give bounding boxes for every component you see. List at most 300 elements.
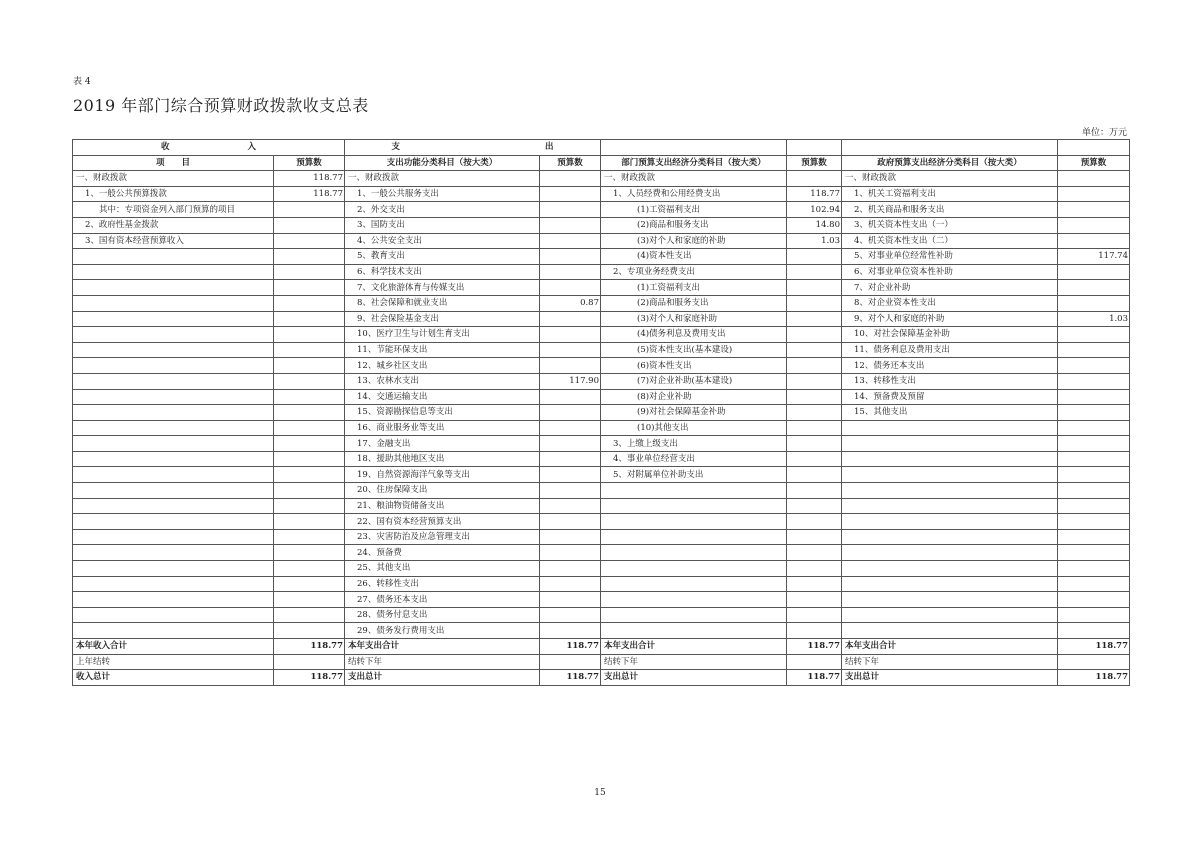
table-row [73, 202, 1130, 218]
income-item-cell [73, 295, 274, 311]
table-row [73, 576, 1130, 592]
gov-econ-budget-cell [1058, 295, 1130, 311]
function-item-cell: 23、灾害防治及应急管理支出 [345, 529, 540, 545]
gov-econ-budget-cell: 1.03 [1058, 311, 1130, 327]
dept-econ-item-cell [601, 483, 787, 499]
income-budget-cell [274, 280, 345, 296]
gov-econ-item-cell: 11、债务利息及费用支出 [842, 342, 1058, 358]
function-budget-cell [540, 514, 601, 530]
dept-econ-budget-cell [787, 280, 842, 296]
income-budget-cell [274, 654, 345, 670]
income-budget-cell [274, 561, 345, 577]
income-item-cell [73, 358, 274, 374]
function-item-cell: 17、金融支出 [345, 436, 540, 452]
income-budget-cell [274, 342, 345, 358]
page-title: 2019 年部门综合预算财政拨款收支总表 [73, 96, 369, 115]
income-item-cell [73, 280, 274, 296]
table-row [73, 264, 1130, 280]
income-budget-cell [274, 483, 345, 499]
dept-econ-budget-cell [787, 529, 842, 545]
income-item-cell [73, 467, 274, 483]
income-budget-cell [274, 514, 345, 530]
gov-econ-item-cell [842, 483, 1058, 499]
function-budget-cell [540, 327, 601, 343]
dept-econ-item-cell [601, 514, 787, 530]
function-budget-cell [540, 576, 601, 592]
table-number: 表 4 [73, 77, 91, 87]
income-item-cell [73, 311, 274, 327]
gov-econ-item-cell [842, 451, 1058, 467]
income-budget-cell [274, 389, 345, 405]
income-budget-cell [274, 498, 345, 514]
dept-econ-budget-cell [787, 654, 842, 670]
dept-econ-budget-cell: 118.77 [787, 670, 842, 686]
income-item-cell: 3、国有资本经营预算收入 [73, 233, 274, 249]
budget-table [72, 139, 1130, 686]
function-budget-cell [540, 529, 601, 545]
function-budget-cell: 118.77 [540, 670, 601, 686]
dept-econ-item-cell: 3、上缴上级支出 [601, 436, 787, 452]
dept-econ-item-cell: (10)其他支出 [601, 420, 787, 436]
gov-econ-budget-cell: 118.77 [1058, 670, 1130, 686]
header-blank-cell [1058, 140, 1130, 156]
dept-econ-item-cell: (5)资本性支出(基本建设) [601, 342, 787, 358]
dept-econ-budget-cell [787, 514, 842, 530]
table-row [73, 186, 1130, 202]
table-row [73, 592, 1130, 608]
income-budget-cell [274, 451, 345, 467]
function-budget-cell [540, 358, 601, 374]
function-budget-cell: 0.87 [540, 295, 601, 311]
table-row [73, 342, 1130, 358]
gov-econ-budget-cell [1058, 420, 1130, 436]
function-item-cell: 12、城乡社区支出 [345, 358, 540, 374]
function-budget-cell [540, 264, 601, 280]
income-item-cell [73, 576, 274, 592]
gov-econ-budget-cell [1058, 545, 1130, 561]
function-budget-cell [540, 249, 601, 265]
income-item-cell [73, 592, 274, 608]
dept-econ-item-cell: 2、专项业务经费支出 [601, 264, 787, 280]
gov-econ-budget-cell: 117.74 [1058, 249, 1130, 265]
gov-econ-item-cell [842, 436, 1058, 452]
function-budget-cell: 117.90 [540, 373, 601, 389]
income-item-cell [73, 342, 274, 358]
dept-econ-item-cell: (6)资本性支出 [601, 358, 787, 374]
dept-econ-budget-cell [787, 483, 842, 499]
gov-econ-item-cell: 1、机关工资福利支出 [842, 186, 1058, 202]
dept-econ-item-cell: 5、对附属单位补助支出 [601, 467, 787, 483]
function-item-cell: 结转下年 [345, 654, 540, 670]
gov-econ-budget-cell [1058, 280, 1130, 296]
dept-econ-budget-cell [787, 342, 842, 358]
dept-econ-budget-cell [787, 264, 842, 280]
function-item-cell: 22、国有资本经营预算支出 [345, 514, 540, 530]
dept-econ-item-cell: 本年支出合计 [601, 639, 787, 655]
col-header-budget-function: 预算数 [540, 155, 601, 171]
income-budget-cell [274, 233, 345, 249]
function-item-cell: 26、转移性支出 [345, 576, 540, 592]
gov-econ-item-cell: 15、其他支出 [842, 405, 1058, 421]
dept-econ-budget-cell: 14.80 [787, 217, 842, 233]
gov-econ-budget-cell [1058, 264, 1130, 280]
income-budget-cell [274, 327, 345, 343]
dept-econ-budget-cell: 102.94 [787, 202, 842, 218]
function-item-cell: 一、财政拨款 [345, 171, 540, 187]
function-budget-cell [540, 607, 601, 623]
expense-header-char-1: 支 [391, 142, 400, 153]
gov-econ-budget-cell [1058, 342, 1130, 358]
dept-econ-item-cell [601, 576, 787, 592]
function-item-cell: 25、其他支出 [345, 561, 540, 577]
function-budget-cell [540, 483, 601, 499]
income-header-char-1: 收 [160, 142, 170, 153]
income-budget-cell [274, 592, 345, 608]
function-budget-cell [540, 405, 601, 421]
income-item-cell [73, 373, 274, 389]
dept-econ-item-cell [601, 607, 787, 623]
function-item-cell: 8、社会保障和就业支出 [345, 295, 540, 311]
income-item-cell: 上年结转 [73, 654, 274, 670]
income-item-cell [73, 405, 274, 421]
dept-econ-budget-cell [787, 545, 842, 561]
dept-econ-budget-cell [787, 576, 842, 592]
function-budget-cell [540, 389, 601, 405]
gov-econ-item-cell [842, 576, 1058, 592]
function-budget-cell [540, 436, 601, 452]
function-item-cell: 28、债务付息支出 [345, 607, 540, 623]
gov-econ-budget-cell [1058, 233, 1130, 249]
function-budget-cell [540, 202, 601, 218]
table-row [73, 249, 1130, 265]
income-budget-cell [274, 264, 345, 280]
function-item-cell: 20、住房保障支出 [345, 483, 540, 499]
dept-econ-budget-cell [787, 623, 842, 639]
income-budget-cell [274, 405, 345, 421]
income-item-cell [73, 514, 274, 530]
gov-econ-item-cell [842, 592, 1058, 608]
income-budget-cell: 118.77 [274, 639, 345, 655]
table-row [73, 358, 1130, 374]
income-budget-cell [274, 217, 345, 233]
table-row [73, 295, 1130, 311]
gov-econ-budget-cell [1058, 514, 1130, 530]
expense-header-char-2: 出 [545, 142, 554, 153]
income-item-cell [73, 389, 274, 405]
function-budget-cell [540, 311, 601, 327]
function-budget-cell [540, 420, 601, 436]
table-row [73, 280, 1130, 296]
function-item-cell: 本年支出合计 [345, 639, 540, 655]
function-item-cell: 14、交通运输支出 [345, 389, 540, 405]
function-budget-cell [540, 451, 601, 467]
function-item-cell: 10、医疗卫生与计划生育支出 [345, 327, 540, 343]
income-item-cell [73, 420, 274, 436]
dept-econ-budget-cell [787, 295, 842, 311]
dept-econ-item-cell: (8)对企业补助 [601, 389, 787, 405]
income-budget-cell [274, 545, 345, 561]
dept-econ-budget-cell [787, 467, 842, 483]
function-budget-cell [540, 545, 601, 561]
table-row [73, 217, 1130, 233]
income-item-cell: 其中：专项资金列入部门预算的项目 [73, 202, 274, 218]
table-row [73, 451, 1130, 467]
gov-econ-item-cell [842, 623, 1058, 639]
function-item-cell: 24、预备费 [345, 545, 540, 561]
dept-econ-budget-cell [787, 592, 842, 608]
gov-econ-budget-cell [1058, 405, 1130, 421]
income-item-cell [73, 483, 274, 499]
dept-econ-item-cell: (1)工资福利支出 [601, 202, 787, 218]
table-row [73, 654, 1130, 670]
col-header-item: 项 目 [73, 155, 274, 171]
function-budget-cell [540, 592, 601, 608]
gov-econ-budget-cell [1058, 358, 1130, 374]
table-row [73, 171, 1130, 187]
function-item-cell: 5、教育支出 [345, 249, 540, 265]
income-budget-cell [274, 529, 345, 545]
dept-econ-budget-cell [787, 607, 842, 623]
dept-econ-budget-cell [787, 311, 842, 327]
function-budget-cell: 118.77 [540, 639, 601, 655]
table-row [73, 436, 1130, 452]
table-row [73, 639, 1130, 655]
gov-econ-item-cell [842, 529, 1058, 545]
function-item-cell: 15、资源勘探信息等支出 [345, 405, 540, 421]
gov-econ-item-cell: 本年支出合计 [842, 639, 1058, 655]
table-row [73, 670, 1130, 686]
income-budget-cell [274, 202, 345, 218]
gov-econ-budget-cell [1058, 483, 1130, 499]
income-item-cell [73, 607, 274, 623]
dept-econ-budget-cell [787, 389, 842, 405]
dept-econ-budget-cell [787, 405, 842, 421]
income-budget-cell [274, 358, 345, 374]
function-budget-cell [540, 467, 601, 483]
function-item-cell: 11、节能环保支出 [345, 342, 540, 358]
gov-econ-item-cell [842, 420, 1058, 436]
gov-econ-item-cell [842, 514, 1058, 530]
dept-econ-item-cell [601, 561, 787, 577]
income-item-cell: 2、政府性基金拨款 [73, 217, 274, 233]
income-budget-cell [274, 311, 345, 327]
income-budget-cell: 118.77 [274, 171, 345, 187]
dept-econ-item-cell: (2)商品和服务支出 [601, 217, 787, 233]
gov-econ-item-cell: 2、机关商品和服务支出 [842, 202, 1058, 218]
dept-econ-budget-cell [787, 373, 842, 389]
income-header-char-2: 入 [247, 142, 257, 153]
dept-econ-item-cell: (1)工资福利支出 [601, 280, 787, 296]
dept-econ-item-cell [601, 623, 787, 639]
dept-econ-item-cell [601, 529, 787, 545]
function-budget-cell [540, 498, 601, 514]
gov-econ-budget-cell [1058, 561, 1130, 577]
col-header-budget-dept: 预算数 [787, 155, 842, 171]
gov-econ-item-cell: 7、对企业补助 [842, 280, 1058, 296]
gov-econ-item-cell: 一、财政拨款 [842, 171, 1058, 187]
function-item-cell: 支出总计 [345, 670, 540, 686]
gov-econ-budget-cell [1058, 202, 1130, 218]
income-item-cell [73, 498, 274, 514]
gov-econ-item-cell: 13、转移性支出 [842, 373, 1058, 389]
gov-econ-item-cell: 3、机关资本性支出（一） [842, 217, 1058, 233]
table-row [73, 607, 1130, 623]
gov-econ-budget-cell [1058, 389, 1130, 405]
gov-econ-budget-cell [1058, 217, 1130, 233]
table-row [73, 467, 1130, 483]
gov-econ-budget-cell [1058, 498, 1130, 514]
function-budget-cell [540, 233, 601, 249]
gov-econ-budget-cell [1058, 186, 1130, 202]
function-item-cell: 4、公共安全支出 [345, 233, 540, 249]
function-budget-cell [540, 171, 601, 187]
dept-econ-item-cell: 1、人员经费和公用经费支出 [601, 186, 787, 202]
income-section-header [73, 140, 345, 156]
dept-econ-item-cell [601, 592, 787, 608]
gov-econ-budget-cell [1058, 327, 1130, 343]
income-budget-cell [274, 623, 345, 639]
expense-section-header [345, 140, 601, 156]
income-budget-cell [274, 576, 345, 592]
dept-econ-item-cell: 支出总计 [601, 670, 787, 686]
income-item-cell [73, 451, 274, 467]
income-item-cell [73, 327, 274, 343]
unit-label: 单位：万元 [1081, 128, 1127, 138]
function-item-cell: 29、债务发行费用支出 [345, 623, 540, 639]
page-number: 15 [594, 788, 606, 798]
function-budget-cell [540, 186, 601, 202]
table-row [73, 623, 1130, 639]
dept-econ-item-cell: (7)对企业补助(基本建设) [601, 373, 787, 389]
income-item-cell [73, 436, 274, 452]
income-item-cell [73, 623, 274, 639]
income-budget-cell: 118.77 [274, 186, 345, 202]
dept-econ-budget-cell [787, 451, 842, 467]
table-row [73, 545, 1130, 561]
table-row [73, 327, 1130, 343]
income-item-cell: 一、财政拨款 [73, 171, 274, 187]
table-row [73, 420, 1130, 436]
dept-econ-item-cell: 一、财政拨款 [601, 171, 787, 187]
col-header-dept-economic-class: 部门预算支出经济分类科目（按大类） [601, 155, 787, 171]
table-row [73, 529, 1130, 545]
gov-econ-budget-cell [1058, 171, 1130, 187]
gov-econ-item-cell [842, 561, 1058, 577]
function-item-cell: 2、外交支出 [345, 202, 540, 218]
gov-econ-item-cell: 6、对事业单位资本性补助 [842, 264, 1058, 280]
dept-econ-item-cell: (9)对社会保障基金补助 [601, 405, 787, 421]
function-budget-cell [540, 217, 601, 233]
gov-econ-budget-cell [1058, 576, 1130, 592]
dept-econ-item-cell: 4、事业单位经营支出 [601, 451, 787, 467]
table-row [73, 561, 1130, 577]
col-header-gov-economic-class: 政府预算支出经济分类科目（按大类） [842, 155, 1058, 171]
function-budget-cell [540, 654, 601, 670]
dept-econ-budget-cell [787, 249, 842, 265]
header-blank-cell [601, 140, 787, 156]
header-blank-cell [842, 140, 1058, 156]
gov-econ-budget-cell [1058, 654, 1130, 670]
function-item-cell: 7、文化旅游体育与传媒支出 [345, 280, 540, 296]
income-budget-cell [274, 249, 345, 265]
dept-econ-item-cell: (2)商品和服务支出 [601, 295, 787, 311]
dept-econ-budget-cell [787, 358, 842, 374]
gov-econ-budget-cell [1058, 436, 1130, 452]
income-item-cell [73, 249, 274, 265]
gov-econ-budget-cell [1058, 467, 1130, 483]
function-item-cell: 18、援助其他地区支出 [345, 451, 540, 467]
function-item-cell: 27、债务还本支出 [345, 592, 540, 608]
table-row [73, 483, 1130, 499]
income-item-cell [73, 561, 274, 577]
table-row [73, 373, 1130, 389]
dept-econ-item-cell: (3)对个人和家庭的补助 [601, 233, 787, 249]
table-row [73, 311, 1130, 327]
function-budget-cell [540, 280, 601, 296]
function-item-cell: 9、社会保险基金支出 [345, 311, 540, 327]
table-row [73, 233, 1130, 249]
gov-econ-item-cell: 4、机关资本性支出（二） [842, 233, 1058, 249]
income-item-cell [73, 529, 274, 545]
gov-econ-budget-cell: 118.77 [1058, 639, 1130, 655]
gov-econ-budget-cell [1058, 451, 1130, 467]
dept-econ-item-cell: (4)资本性支出 [601, 249, 787, 265]
gov-econ-budget-cell [1058, 592, 1130, 608]
dept-econ-budget-cell [787, 420, 842, 436]
dept-econ-item-cell [601, 498, 787, 514]
gov-econ-item-cell [842, 467, 1058, 483]
dept-econ-item-cell [601, 545, 787, 561]
function-item-cell: 3、国防支出 [345, 217, 540, 233]
function-budget-cell [540, 342, 601, 358]
dept-econ-item-cell: (4)债务利息及费用支出 [601, 327, 787, 343]
gov-econ-item-cell: 10、对社会保障基金补助 [842, 327, 1058, 343]
dept-econ-budget-cell [787, 498, 842, 514]
col-header-function-class: 支出功能分类科目（按大类） [345, 155, 540, 171]
function-budget-cell [540, 623, 601, 639]
table-row [73, 389, 1130, 405]
gov-econ-budget-cell [1058, 529, 1130, 545]
dept-econ-item-cell: (3)对个人和家庭补助 [601, 311, 787, 327]
gov-econ-item-cell: 支出总计 [842, 670, 1058, 686]
table-row [73, 498, 1130, 514]
gov-econ-item-cell: 5、对事业单位经常性补助 [842, 249, 1058, 265]
col-header-budget-gov: 预算数 [1058, 155, 1130, 171]
income-budget-cell [274, 467, 345, 483]
gov-econ-item-cell [842, 607, 1058, 623]
dept-econ-budget-cell: 1.03 [787, 233, 842, 249]
dept-econ-budget-cell [787, 436, 842, 452]
header-row-columns [73, 155, 1130, 171]
dept-econ-budget-cell [787, 561, 842, 577]
income-budget-cell [274, 295, 345, 311]
dept-econ-item-cell: 结转下年 [601, 654, 787, 670]
gov-econ-budget-cell [1058, 373, 1130, 389]
income-item-cell [73, 264, 274, 280]
gov-econ-item-cell: 9、对个人和家庭的补助 [842, 311, 1058, 327]
dept-econ-budget-cell [787, 327, 842, 343]
gov-econ-budget-cell [1058, 623, 1130, 639]
function-budget-cell [540, 561, 601, 577]
income-item-cell: 收入总计 [73, 670, 274, 686]
function-item-cell: 21、粮油物资储备支出 [345, 498, 540, 514]
gov-econ-item-cell: 14、预备费及预留 [842, 389, 1058, 405]
income-budget-cell [274, 373, 345, 389]
header-row-sections [73, 140, 1130, 156]
income-item-cell [73, 545, 274, 561]
dept-econ-budget-cell: 118.77 [787, 639, 842, 655]
income-budget-cell [274, 420, 345, 436]
